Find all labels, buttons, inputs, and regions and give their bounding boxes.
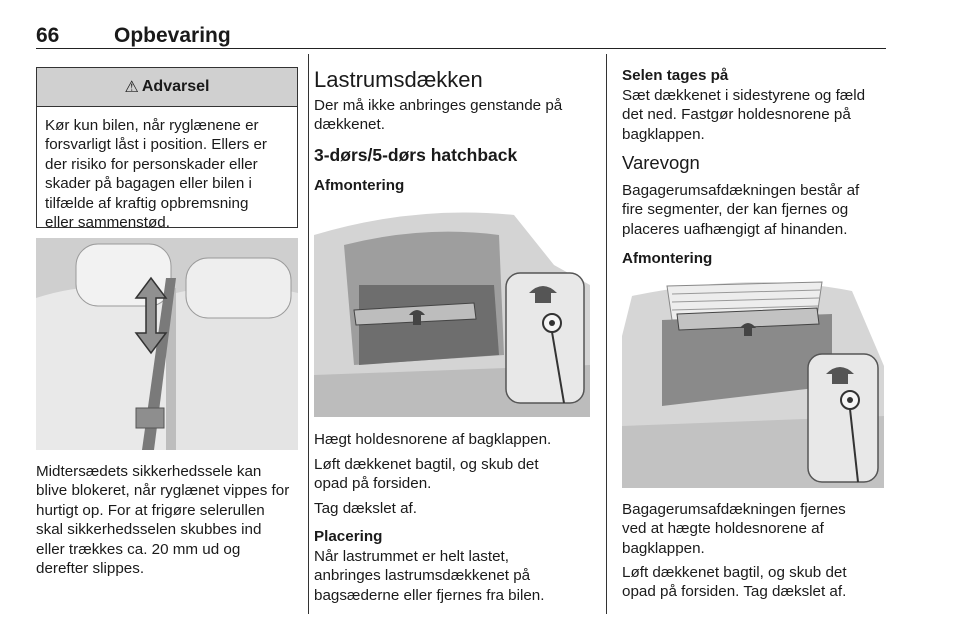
text-line: Løft dækkenet bagtil, og skub det	[622, 564, 847, 581]
text-line: ved at hægte holdesnorene af	[622, 520, 824, 538]
text-line: bagklappen.	[622, 539, 705, 557]
warning-box	[36, 67, 298, 232]
text-line: Bagagerumsafdækningen består af	[622, 182, 860, 199]
placement-heading: Placering	[314, 528, 383, 545]
belt-heading: Selen tages på	[622, 67, 729, 84]
page-number: 66	[36, 24, 60, 47]
column-divider	[606, 54, 607, 614]
text-line: Midtersædets sikkerhedssele kan	[36, 463, 262, 480]
text-line: forsvarligt låst i position. Ellers er	[45, 136, 267, 154]
text-line: tilfælde af kraftig opbremsning	[45, 194, 249, 212]
text-line: bagsæderne eller fjernes fra bilen.	[314, 586, 545, 604]
belt-text	[622, 86, 912, 144]
van-text	[622, 181, 912, 239]
step-lift	[314, 455, 602, 494]
step-unhook: Hægt holdesnorene af bagklappen.	[314, 431, 552, 448]
hatchback-illustration	[314, 205, 590, 417]
text-line: placeres uafhængigt af hinanden.	[622, 220, 848, 238]
text-line: bagklappen.	[622, 125, 705, 143]
seatbelt-illustration	[36, 238, 298, 450]
seatbelt-caption	[36, 462, 304, 578]
page-header	[36, 20, 886, 49]
remove-heading: Afmontering	[314, 177, 405, 194]
text-line: det ned. Fastgør holdesnorene på	[622, 106, 851, 124]
text-line: opad på forsiden.	[314, 475, 432, 493]
text-line: blive blokeret, når ryglænet vippes for	[36, 482, 290, 500]
text-line: derefter slippes.	[36, 560, 145, 578]
text-line: Når lastrummet er helt lastet,	[314, 548, 509, 565]
van-title: Varevogn	[622, 152, 700, 173]
text-line: Der må ikke anbringes genstande på	[314, 97, 563, 114]
text-line: opad på forsiden. Tag dækslet af.	[622, 583, 847, 601]
text-line: anbringes lastrumsdækkenet på	[314, 567, 531, 585]
subsection-title: 3-dørs/5-dørs hatchback	[314, 145, 518, 165]
text-line: hurtigt op. For at frigøre selerullen	[36, 501, 265, 519]
text-line: Sæt dækkenet i sidestyrene og fæld	[622, 87, 866, 104]
column-divider	[308, 54, 309, 614]
text-line: Løft dækkenet bagtil, og skub det	[314, 456, 539, 473]
text-line: skal sikkerhedsselen skubbes ind	[36, 521, 262, 539]
warning-icon: ⚠	[124, 79, 139, 96]
text-line: Bagagerumsafdækningen fjernes	[622, 501, 846, 518]
warning-header	[37, 68, 297, 107]
text-line: fire segmenter, der kan fjernes og	[622, 201, 849, 219]
text-line: eller trækkes ca. 20 mm ud og	[36, 540, 241, 558]
placement-text	[314, 547, 602, 605]
warning-text	[37, 107, 297, 232]
van-remove-heading: Afmontering	[622, 250, 713, 267]
text-line: der risiko for personskader eller	[45, 155, 258, 173]
warning-title: Advarsel	[141, 78, 210, 95]
text-line: skader på bagagen eller bilen i	[45, 175, 252, 193]
text-line: Kør kun bilen, når ryglænene er	[45, 117, 259, 134]
van-step-lift	[622, 563, 912, 602]
section-title: Lastrumsdækken	[314, 67, 483, 92]
step-remove: Tag dækslet af.	[314, 500, 417, 517]
van-step-unhook	[622, 500, 912, 558]
page-title: Opbevaring	[114, 24, 231, 47]
van-illustration	[622, 276, 884, 488]
intro-text	[314, 96, 602, 135]
text-line: dækkenet.	[314, 116, 385, 134]
text-line: eller sammenstød.	[45, 214, 170, 232]
